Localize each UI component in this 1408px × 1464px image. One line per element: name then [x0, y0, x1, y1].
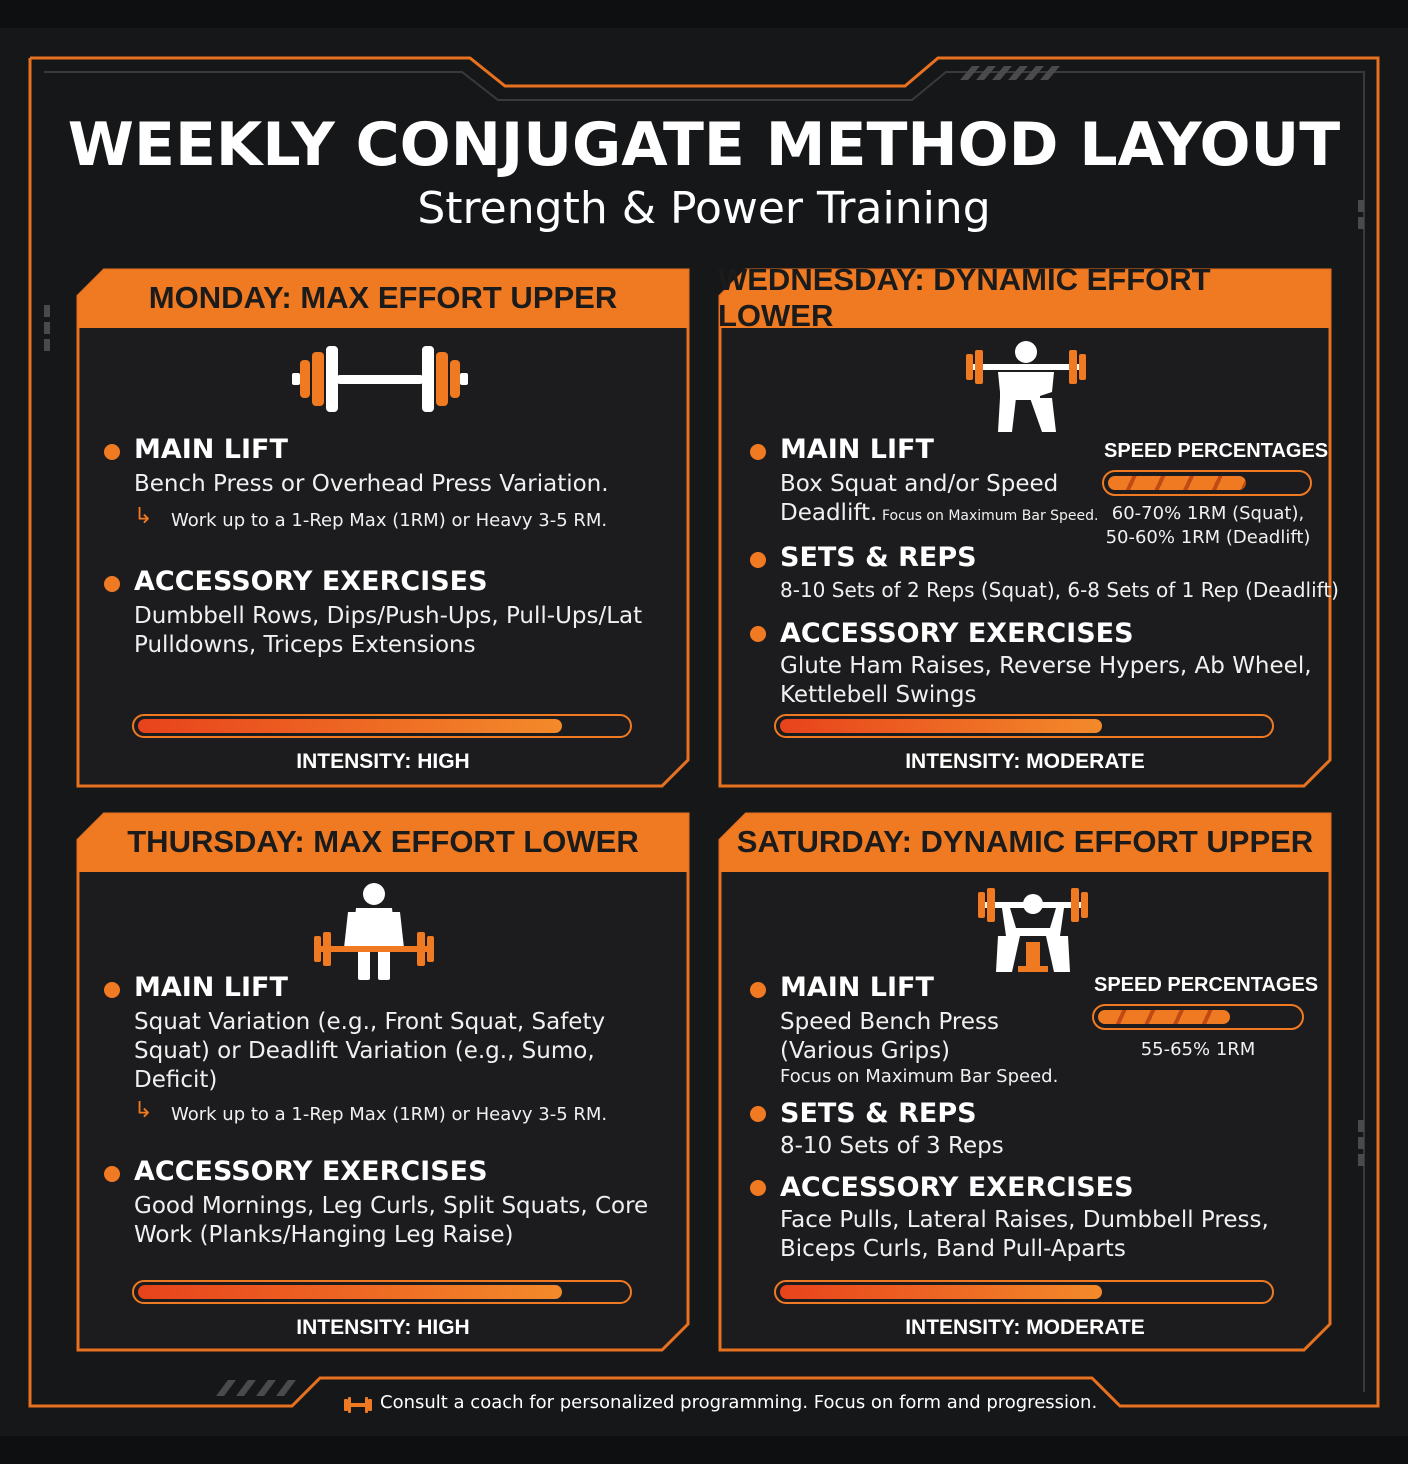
bullet-dot: [750, 1106, 766, 1122]
intensity-bar: [774, 1280, 1274, 1304]
footer-disclaimer: Consult a coach for personalized programming. Focus on form and progression.: [380, 1392, 1098, 1413]
accessory-heading: ACCESSORY EXERCISES: [134, 566, 488, 597]
main-lift-text: Squat Variation (e.g., Front Squat, Safety Squat) or Deadlift Variation (e.g., Sumo, Deficit): [134, 1009, 606, 1093]
accessory-heading: ACCESSORY EXERCISES: [780, 1172, 1134, 1203]
accessory-text: Good Mornings, Leg Curls, Split Squats, Core Work (Planks/Hanging Leg Raise): [134, 1193, 649, 1248]
panel-header: WEDNESDAY: DYNAMIC EFFORT LOWER: [718, 262, 1211, 333]
accessory-heading: ACCESSORY EXERCISES: [134, 1156, 488, 1187]
intensity-fill: [138, 719, 562, 733]
barbell-icon: [290, 344, 470, 414]
accessory-heading: ACCESSORY EXERCISES: [780, 618, 1134, 649]
bench-press-icon: [976, 884, 1090, 976]
intensity-fill: [780, 1285, 1102, 1299]
bullet-dot: [104, 444, 120, 460]
intensity-fill: [138, 1285, 562, 1299]
main-lift-text: Bench Press or Overhead Press Variation.: [134, 471, 609, 497]
speed-text-2: 50-60% 1RM (Deadlift): [1105, 527, 1311, 548]
speed-bar: [1102, 470, 1312, 496]
speed-bar: [1092, 1004, 1304, 1030]
bullet-dot: [750, 982, 766, 998]
speed-text-1: 60-70% 1RM (Squat),: [1111, 503, 1305, 524]
squat-icon: [964, 340, 1088, 436]
sets-heading: SETS & REPS: [780, 1098, 977, 1129]
bullet-dot: [104, 1166, 120, 1182]
main-lift-note: Focus on Maximum Bar Speed.: [780, 1066, 1059, 1087]
speed-fill: [1098, 1010, 1230, 1024]
main-lift-note: Work up to a 1-Rep Max (1RM) or Heavy 3-5 RM.: [171, 1104, 608, 1125]
deadlift-icon: [312, 882, 436, 984]
speed-fill: [1108, 476, 1246, 490]
accessory-text: Dumbbell Rows, Dips/Push-Ups, Pull-Ups/Lat Pulldowns, Triceps Extensions: [134, 603, 643, 658]
intensity-label: INTENSITY: MODERATE: [905, 750, 1145, 773]
intensity-label: INTENSITY: HIGH: [296, 1316, 470, 1339]
page-subtitle: Strength & Power Training: [417, 183, 991, 234]
main-lift-heading: MAIN LIFT: [780, 434, 934, 465]
arrow-icon: ↳: [134, 504, 153, 529]
intensity-bar: [132, 714, 632, 738]
bullet-dot: [750, 626, 766, 642]
arrow-icon: ↳: [134, 1098, 153, 1123]
intensity-label: INTENSITY: MODERATE: [905, 1316, 1145, 1339]
main-lift-heading: MAIN LIFT: [134, 434, 288, 465]
bullet-dot: [750, 444, 766, 460]
panel-header: THURSDAY: MAX EFFORT LOWER: [127, 824, 639, 859]
speed-percentages-label: SPEED PERCENTAGES: [1104, 440, 1329, 462]
bullet-dot: [750, 552, 766, 568]
panel-header: SATURDAY: DYNAMIC EFFORT UPPER: [736, 824, 1314, 859]
speed-text-1: 55-65% 1RM: [1140, 1039, 1256, 1060]
accessory-text: Glute Ham Raises, Reverse Hypers, Ab Wheel, Kettlebell Swings: [780, 653, 1312, 708]
panel-thursday: [76, 812, 690, 1352]
bullet-dot: [104, 982, 120, 998]
bullet-dot: [104, 576, 120, 592]
intensity-fill: [780, 719, 1102, 733]
intensity-label: INTENSITY: HIGH: [296, 750, 470, 773]
main-lift-heading: MAIN LIFT: [780, 972, 934, 1003]
bullet-dot: [750, 1180, 766, 1196]
dumbbell-icon: [342, 1396, 374, 1414]
panel-header: MONDAY: MAX EFFORT UPPER: [148, 280, 618, 315]
main-lift-note: Focus on Maximum Bar Speed.: [882, 508, 1099, 524]
main-lift-note: Work up to a 1-Rep Max (1RM) or Heavy 3-5 RM.: [171, 510, 608, 531]
intensity-bar: [132, 1280, 632, 1304]
sets-text: 8-10 Sets of 2 Reps (Squat), 6-8 Sets of 1 Rep (Deadlift): [780, 578, 1339, 602]
main-lift-text: Box Squat and/or Speed Deadlift.: [780, 471, 1059, 526]
panel-wednesday: [718, 262, 1339, 788]
intensity-bar: [774, 714, 1274, 738]
panel-saturday: [718, 812, 1332, 1352]
sets-text: 8-10 Sets of 3 Reps: [780, 1133, 1004, 1159]
main-lift-heading: MAIN LIFT: [134, 972, 288, 1003]
sets-heading: SETS & REPS: [780, 542, 977, 573]
accessory-text: Face Pulls, Lateral Raises, Dumbbell Press, Biceps Curls, Band Pull-Aparts: [780, 1207, 1269, 1262]
speed-percentages-label: SPEED PERCENTAGES: [1094, 974, 1319, 996]
main-lift-text: Speed Bench Press (Various Grips): [780, 1009, 999, 1064]
page-title: WEEKLY CONJUGATE METHOD LAYOUT: [67, 110, 1341, 180]
panel-monday: [76, 268, 690, 788]
